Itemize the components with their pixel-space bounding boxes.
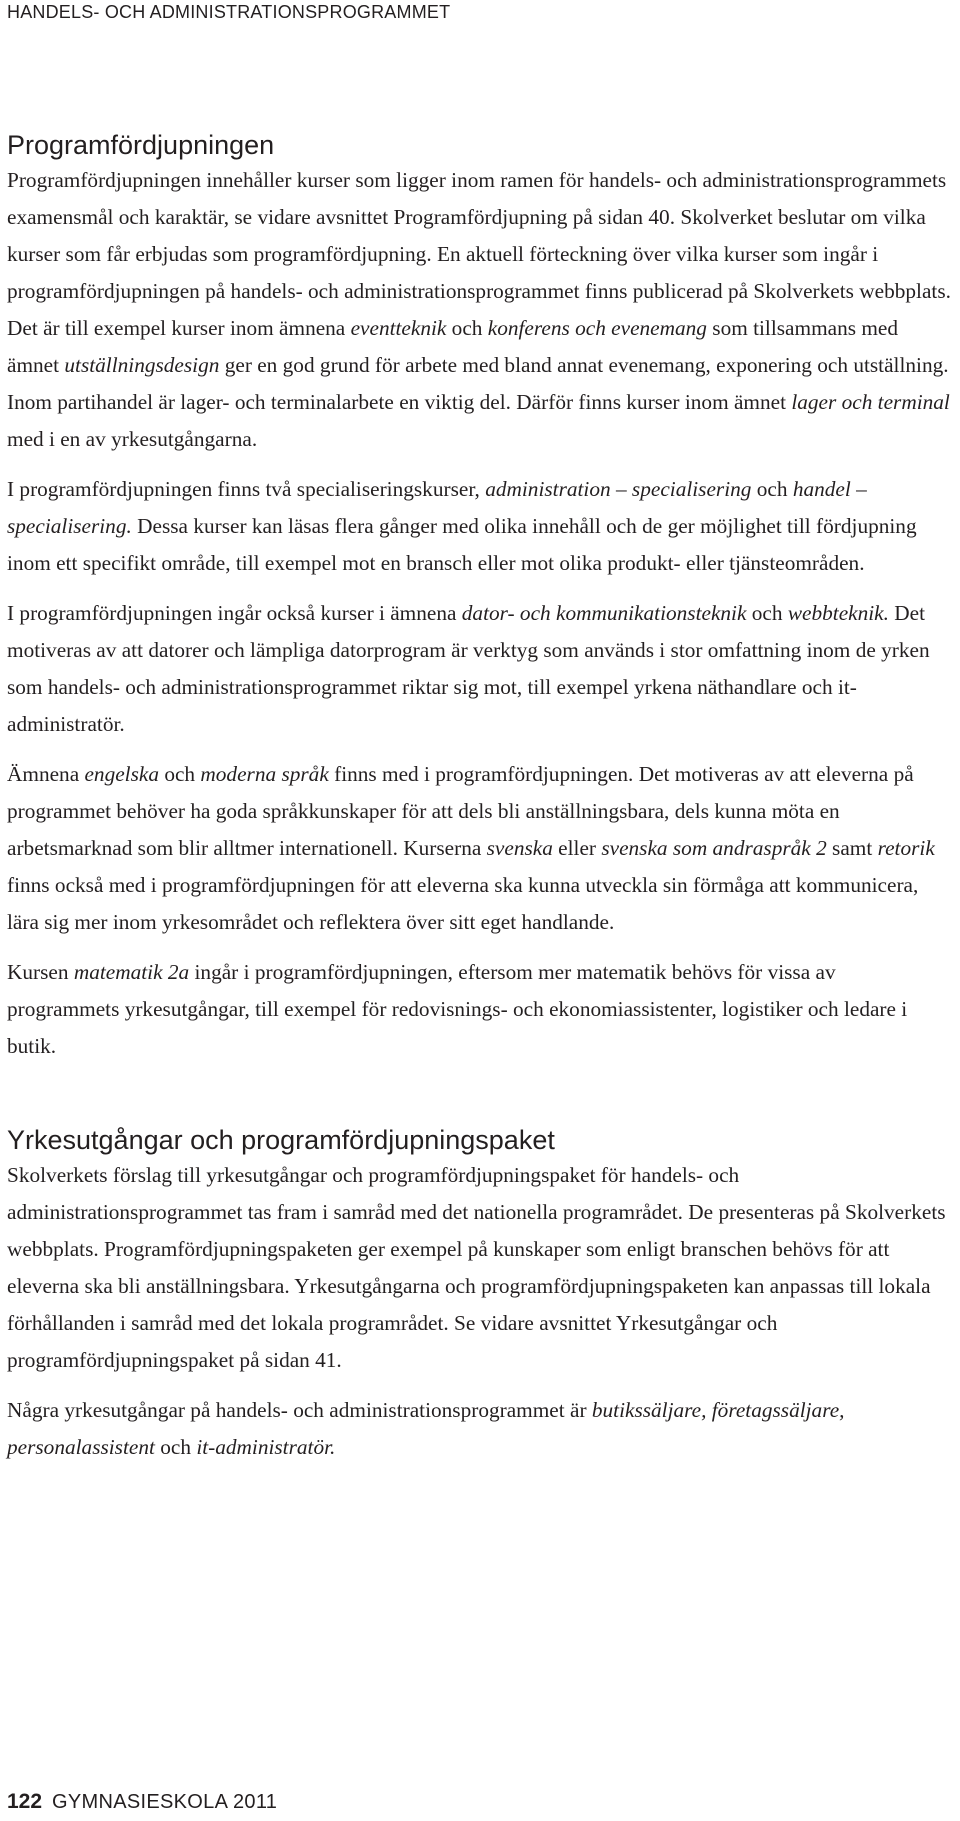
text-run: och xyxy=(751,477,793,501)
text-run: ger en god grund för arbete med bland annat evenemang, exponering och utställning. Inom partihandel är lager- och terminalarbete en viktig del. Därför finns kurser inom ämnet xyxy=(7,353,949,414)
text-run: Kursen xyxy=(7,960,74,984)
emphasized-term: it-administratör. xyxy=(196,1435,336,1459)
emphasized-term: utställningsdesign xyxy=(64,353,220,377)
emphasized-term: svenska xyxy=(486,836,553,860)
publication-title: GYMNASIESKOLA 2011 xyxy=(52,1791,278,1813)
paragraph xyxy=(7,471,952,582)
emphasized-term: eventteknik xyxy=(350,316,447,340)
text-run: Ämnena xyxy=(7,762,85,786)
text-run: finns också med i programfördjupningen för att eleverna ska kunna utveckla sin förmåga att kommunicera, lära sig mer inom yrkesområdet och reflektera över sitt eget handlande. xyxy=(7,873,919,934)
emphasized-term: administration – specialisering xyxy=(485,477,752,501)
text-run: med i en av yrkesutgångarna. xyxy=(7,427,258,451)
text-run: I programfördjupningen finns två specialiseringskurser, xyxy=(7,477,486,501)
text-run: ingår i programfördjupningen, eftersom mer matematik behövs för vissa av programmets yrkesutgångar, till exempel för redovisnings- och ekonomiassistenter, logistiker och ledare i butik. xyxy=(7,960,908,1058)
emphasized-term: matematik 2a xyxy=(73,960,190,984)
text-run: Skolverkets förslag till yrkesutgångar och programfördjupningspaket för handels- och administrationsprogrammet tas fram i samråd med det nationella programrådet. De presenteras på Skolverkets webbplats. Programfördjupningspaketen ger exempel på kunskaper som enligt branschen behövs för att eleverna ska bli anställningsbara. Yrkesutgångarna och programfördjupningspaketen kan anpassas till lokala förhållanden i samråd med det lokala programrådet. Se vidare avsnittet Yrkesutgångar och programfördjupningspaket på sidan 41. xyxy=(7,1163,946,1372)
text-run: Dessa kurser kan läsas flera gånger med olika innehåll och de ger möjlighet till fördjupning inom ett specifikt område, till exempel mot en bransch eller mot olika produkt- eller tjänsteområden. xyxy=(7,514,917,575)
text-run: Det motiveras av att datorer och lämpliga datorprogram är verktyg som används i stor omfattning inom de yrken som handels- och administrationsprogrammet riktar sig mot, till exempel yrkena näthandlare och it-administratör. xyxy=(7,601,930,736)
emphasized-term: lager och terminal xyxy=(791,390,950,414)
page-content xyxy=(7,128,952,1466)
emphasized-term: moderna språk xyxy=(200,762,329,786)
emphasized-term: webbteknik. xyxy=(787,601,889,625)
paragraph xyxy=(7,595,952,743)
emphasized-term: retorik xyxy=(877,836,935,860)
emphasized-term: svenska som andraspråk 2 xyxy=(601,836,827,860)
text-run: och xyxy=(159,762,201,786)
paragraph xyxy=(7,1392,952,1466)
paragraph xyxy=(7,162,952,458)
running-head: HANDELS- OCH ADMINISTRATIONSPROGRAMMET xyxy=(7,2,451,22)
text-run: och xyxy=(154,1435,197,1459)
text-run: och xyxy=(746,601,788,625)
emphasized-term: butikssäljare, företagssäljare, personalassistent xyxy=(7,1398,845,1459)
section-heading-yrkesutgangar: Yrkesutgångar och programfördjupningspaket xyxy=(7,1125,555,1155)
text-run: Programfördjupningen innehåller kurser som ligger inom ramen för handels- och administrationsprogrammets examensmål och karaktär, se vidare avsnittet Programfördjupning på sidan 40. Skolverket beslutar om vilka kurser som får erbjudas som programfördjupning. En aktuell förteckning över vilka kurser som ingår i programfördjupningen på handels- och administrationsprogrammet finns publicerad på Skolverkets webbplats. Det är till exempel kurser inom ämnena xyxy=(7,168,951,340)
text-run: Några yrkesutgångar på handels- och administrationsprogrammet är xyxy=(7,1398,592,1422)
text-run: samt xyxy=(826,836,878,860)
page-number: 122 xyxy=(7,1790,43,1813)
text-run: finns med i programfördjupningen. Det motiveras av att eleverna på programmet behöver ha goda språkkunskaper för att dels bli anställningsbara, dels kunna möta en arbetsmarknad som blir alltmer internationell. Kurserna xyxy=(7,762,914,860)
emphasized-term: konferens och evenemang xyxy=(487,316,707,340)
paragraph xyxy=(7,954,952,1065)
section-heading-programfordjupningen: Programfördjupningen xyxy=(7,130,275,160)
text-run: eller xyxy=(552,836,602,860)
paragraph xyxy=(7,1157,952,1379)
emphasized-term: dator- och kommunikationsteknik xyxy=(461,601,747,625)
page-footer xyxy=(7,1790,277,1814)
paragraph xyxy=(7,756,952,941)
text-run: I programfördjupningen ingår också kurser i ämnena xyxy=(7,601,462,625)
emphasized-term: handel – specialisering. xyxy=(7,477,867,538)
text-run: och xyxy=(446,316,488,340)
text-run: som tillsammans med ämnet xyxy=(7,316,899,377)
emphasized-term: engelska xyxy=(84,762,159,786)
